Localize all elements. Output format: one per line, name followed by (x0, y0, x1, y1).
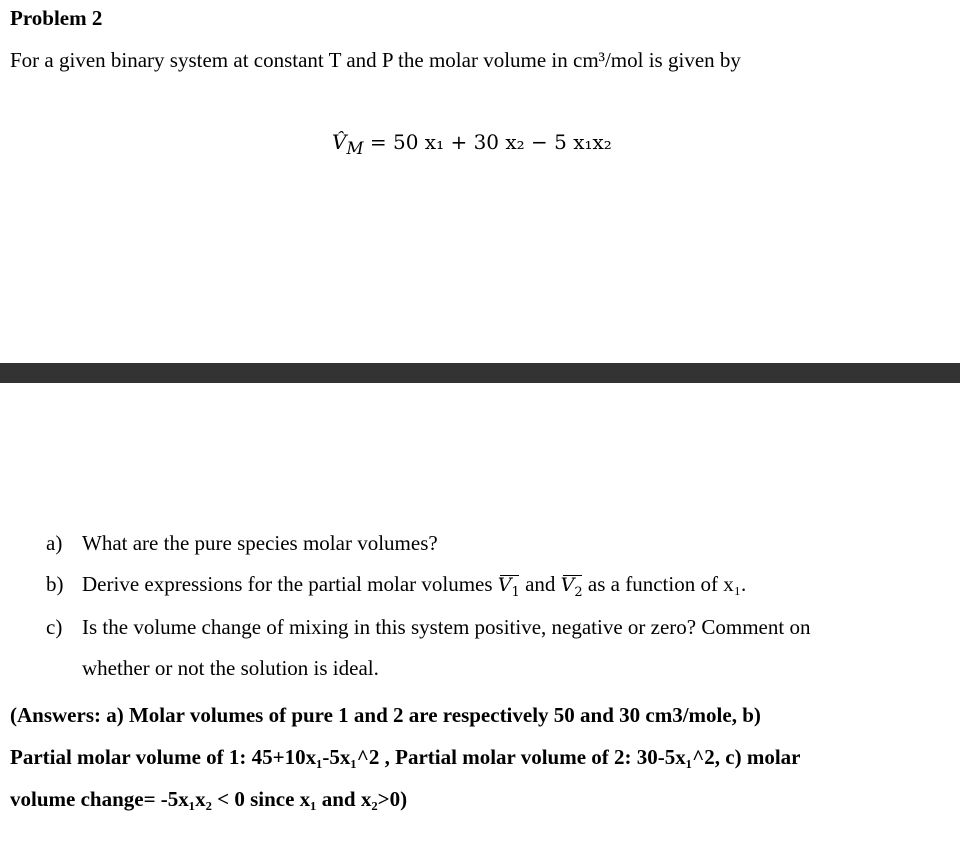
problem-title: Problem 2 (10, 6, 103, 30)
question-c-line2: whether or not the solution is ideal. (82, 656, 379, 680)
question-a-text: What are the pure species molar volumes? (82, 531, 438, 555)
question-c-line1: Is the volume change of mixing in this system positive, negative or zero? Comment on (82, 615, 811, 639)
divider-bar (0, 363, 960, 383)
answers-block (10, 694, 950, 820)
question-b-label: b) (46, 572, 64, 596)
question-c-continuation (82, 656, 379, 681)
partial-molar-volume-2: $V_2$ (560, 574, 583, 600)
equation-rhs: = 50 x₁ + 30 x₂ − 5 x₁x₂ (369, 130, 612, 154)
equation-lhs-symbol: V̂ (332, 130, 347, 154)
question-c-label: c) (46, 615, 63, 639)
answers-line-3: volume change= -5x₁x₂ < 0 since x₁ and x₂>0) (10, 787, 408, 811)
question-a-label: a) (46, 531, 63, 555)
equation-lhs-subscript: M (346, 139, 364, 158)
partial-molar-volume-1: $V_1$ (497, 574, 520, 600)
question-b-text-after: as a function of x₁. (587, 572, 747, 596)
problem-intro: For a given binary system at constant T and P the molar volume in cm³/mol is given by (10, 48, 741, 72)
question-b-mid: and (525, 572, 556, 596)
question-b-text-before: Derive expressions for the partial molar volumes (82, 572, 493, 596)
answers-line-2: Partial molar volume of 1: 45+10x₁-5x₁^2 , Partial molar volume of 2: 30-5x₁^2, c) molar (10, 745, 801, 769)
molar-volume-equation (332, 130, 612, 158)
question-b-text (82, 572, 746, 600)
answers-line-1: (Answers: a) Molar volumes of pure 1 and 2 are respectively 50 and 30 cm3/mole, b) (10, 703, 761, 727)
